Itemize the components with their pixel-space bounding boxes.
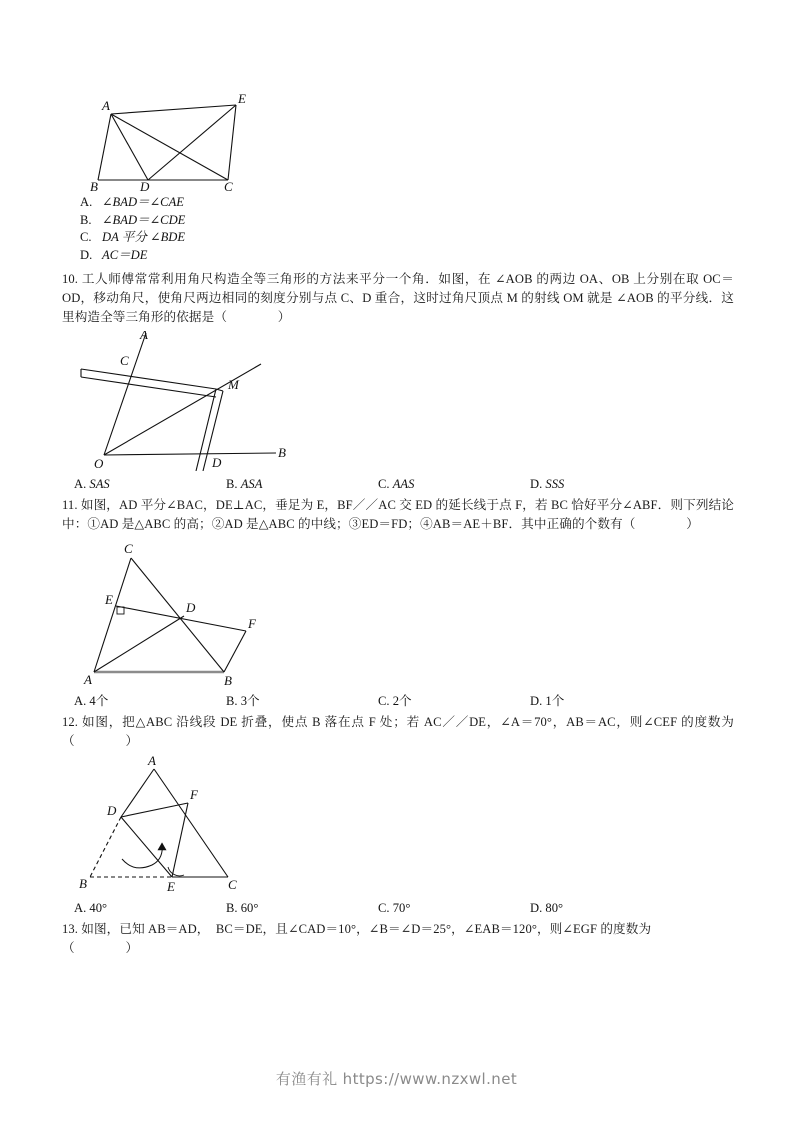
q11-option-b-label: B. [226, 694, 238, 708]
q12-option-b-label: B. [226, 901, 238, 915]
q12-figure-wrapper [62, 755, 734, 895]
q11-label-E: E [105, 592, 113, 607]
q11-option-d-label: D. [530, 694, 543, 708]
q12-label-D: D [107, 803, 117, 818]
q10-option-a-label: A. [74, 477, 87, 491]
q10-option-a-text: SAS [89, 477, 110, 491]
footer-watermark [0, 1068, 793, 1089]
q9-option-d-label: D. [80, 247, 93, 262]
q10-figure-wrapper [62, 331, 734, 471]
q10-option-c-label: C. [378, 477, 390, 491]
q10-option-b-text: ASA [240, 477, 263, 491]
q12-label-E: E [167, 879, 175, 894]
q9-option-c-label: C. [80, 230, 92, 244]
q11-option-d[interactable] [530, 691, 682, 711]
q10-label-D: D [212, 455, 222, 470]
question-13-text [62, 920, 734, 958]
question-13-answer-paren: （ ） [62, 941, 139, 955]
q12-label-B: B [79, 876, 87, 891]
question-11-number: 11. [62, 498, 78, 512]
q11-label-B: B [224, 673, 232, 688]
q11-option-a-label: A. [74, 694, 87, 708]
q11-figure [76, 538, 276, 688]
q12-label-F: F [190, 787, 198, 802]
q10-figure [76, 331, 306, 471]
question-12-number: 12. [62, 715, 79, 729]
q12-option-c-text: 70° [392, 901, 411, 915]
question-13-number: 13. [62, 922, 79, 936]
q9-label-D: D [140, 179, 150, 192]
q11-figure-wrapper [62, 538, 734, 688]
q9-label-C: C [224, 179, 233, 192]
q12-option-a[interactable] [74, 898, 226, 918]
q12-option-d-label: D. [530, 901, 543, 915]
q12-option-d-text: 80° [545, 901, 564, 915]
q12-option-d[interactable] [530, 898, 682, 918]
q10-label-B: B [278, 445, 286, 460]
q12-figure [76, 755, 276, 895]
q12-options-row [62, 898, 734, 918]
question-13-body: 如图，已知 AB＝AD， BC＝DE，且∠CAD＝10°，∠B＝∠D＝25°，∠EAB＝120°，则∠EGF 的度数为 [81, 922, 652, 936]
q12-label-A: A [148, 755, 156, 768]
question-10-number: 10. [62, 272, 79, 286]
q11-option-a[interactable] [74, 691, 226, 711]
q11-label-A: A [84, 672, 92, 687]
q10-label-A: A [140, 331, 148, 342]
q10-label-M: M [228, 377, 239, 392]
q10-option-c[interactable] [378, 474, 530, 494]
q11-option-b-text: 3个 [240, 694, 260, 708]
q9-figure [76, 92, 266, 192]
q9-option-a-text: ∠BAD＝∠CAE [102, 195, 184, 209]
footer-watermark-text: 有渔有礼 https://www.nzxwl.net [275, 1070, 518, 1088]
q9-options-list [62, 194, 734, 264]
q9-option-c[interactable] [62, 229, 734, 247]
q10-option-a[interactable] [74, 474, 226, 494]
q9-option-a-label: A. [80, 195, 93, 209]
q10-option-c-text: AAS [392, 477, 415, 491]
q11-option-a-text: 4个 [89, 694, 109, 708]
q12-option-b-text: 60° [240, 901, 259, 915]
q9-option-b[interactable] [62, 212, 734, 230]
q9-option-c-text: DA 平分 ∠BDE [102, 230, 186, 244]
q10-label-C: C [120, 353, 129, 368]
q11-options-row [62, 691, 734, 711]
q12-option-b[interactable] [226, 898, 378, 918]
q12-option-a-text: 40° [89, 901, 108, 915]
q9-option-d[interactable] [62, 247, 734, 265]
q9-figure-wrapper [62, 92, 734, 192]
q11-option-d-text: 1个 [545, 694, 565, 708]
question-10-body: 工人师傅常常利用角尺构造全等三角形的方法来平分一个角．如图，在 ∠AOB 的两边 OA、OB 上分别在取 OC＝OD，移动角尺，使角尺两边相同的刻度分别与点 C、D 重合，这时过角尺顶点 M 的射线 OM 就是 ∠AOB 的平分线．这里构造全等三角形的依据是（ ） [62, 272, 734, 324]
q12-option-c[interactable] [378, 898, 530, 918]
q11-option-b[interactable] [226, 691, 378, 711]
q11-label-F: F [248, 616, 256, 631]
q9-label-A: A [102, 98, 110, 113]
question-11-body: 如图，AD 平分∠BAC，DE⊥AC，垂足为 E，BF／／AC 交 ED 的延长线于点 F，若 BC 恰好平分∠ABF．则下列结论中：①AD 是△ABC 的高；②AD 是△ABC 的中线；③ED＝FD；④AB＝AE＋BF．其中正确的个数有（ ） [62, 498, 734, 531]
question-12-text [62, 713, 734, 751]
q10-option-d[interactable] [530, 474, 682, 494]
q11-label-D: D [186, 600, 196, 615]
q9-option-d-text: AC＝DE [102, 247, 148, 262]
q10-option-b-label: B. [226, 477, 238, 491]
q9-option-b-text: ∠BAD＝∠CDE [102, 212, 186, 227]
q12-option-c-label: C. [378, 901, 390, 915]
q9-label-E: E [238, 92, 246, 106]
q11-option-c-text: 2个 [392, 694, 412, 708]
question-10-text [62, 270, 734, 327]
q10-options-row [62, 474, 734, 494]
question-11-text [62, 496, 734, 534]
q11-option-c[interactable] [378, 691, 530, 711]
q10-option-d-label: D. [530, 477, 543, 491]
q9-option-a[interactable] [62, 194, 734, 212]
page-content [62, 88, 734, 958]
q10-label-O: O [94, 456, 104, 471]
q10-option-b[interactable] [226, 474, 378, 494]
q11-label-C: C [124, 541, 133, 556]
q9-option-b-label: B. [80, 212, 92, 227]
q12-option-a-label: A. [74, 901, 87, 915]
q9-label-B: B [90, 179, 98, 192]
q11-option-c-label: C. [378, 694, 390, 708]
question-12-body: 如图，把△ABC 沿线段 DE 折叠，使点 B 落在点 F 处；若 AC／／DE，∠A＝70°，AB＝AC，则∠CEF 的度数为（ ） [62, 715, 734, 748]
q10-option-d-text: SSS [545, 477, 565, 491]
q12-label-C: C [228, 877, 237, 892]
